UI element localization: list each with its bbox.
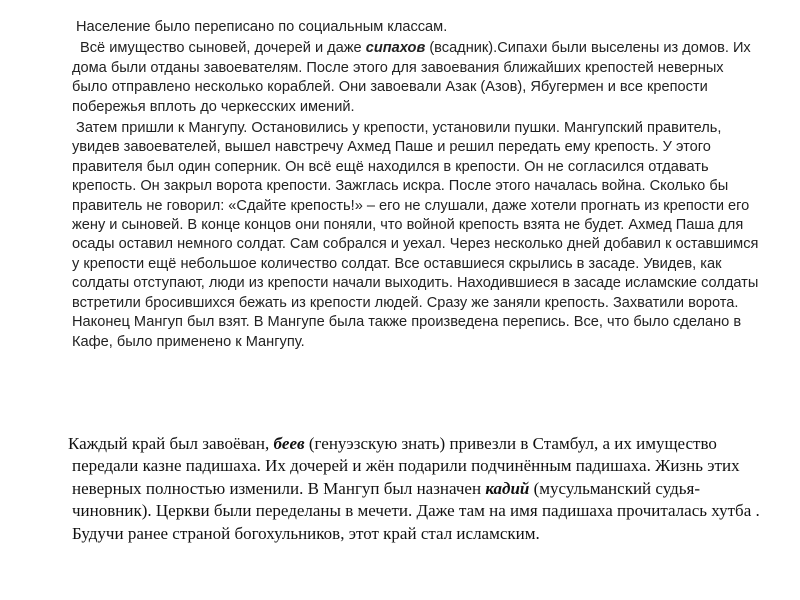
text-segment: Всё имущество сыновей, дочерей и даже [80, 40, 366, 57]
sans-text-block [72, 18, 762, 352]
text-segment: Население было переписано по социальным классам. [76, 19, 448, 35]
serif-text-block [68, 433, 768, 545]
text-segment: Каждый край был завоёван, [68, 434, 274, 453]
text-segment: (всадник).Сипахи были выселены из домов. Их дома были отданы завоевателям. После этого для завоевания ближайших крепостей неверных было отправлено несколько кораблей. Они завоевали Азак (Азов), Ябугермен и все крепости побережья вплоть до черкесских имений. [72, 40, 751, 115]
text-segment: (мусульманский судья-чиновник). Церкви были переделаны в мечети. Даже там на имя падишаха прочиталась хутба . Будучи ранее страной богохульников, этот край стал исламским. [72, 478, 760, 543]
text-segment: Затем пришли к Мангупу. Остановились у крепости, установили пушки. Мангупский правитель, увидев завоевателей, вышел навстречу Ахмед Паше и решил передать ему крепость. У этого правителя был один соперник. Он всё ещё находился в крепости. Он не согласился отдавать крепость. Он закрыл ворота крепости. Зажглась искра. После этого началась война. Сколько бы правитель не говорил: «Сдайте крепость!» – его не слушали, даже хотели прогнать из крепости его жену и сыновей. В конце концов они поняли, что войной крепость взята не будет. Ахмед Паша для осады оставил немного солдат. Сам собрался и уехал. Через несколько дней добавил к оставшимся у крепости ещё небольшое количество солдат. Все оставшиеся скрылись в засаде. Увидев, как солдаты отступают, люди из крепости начали выходить. Находившиеся в засаде исламские солдаты встретили бросившихся бежать из крепости людей. Сразу же заняли крепость. Захватили ворота. Наконец Мангуп был взят. В Мангупе была также произведена перепись. Все, что было сделано в Кафе, было применено к Мангупу. [72, 120, 759, 350]
term-beys: беев [273, 434, 305, 453]
paragraph-census [72, 18, 762, 37]
text-segment: (генуэзскую знать) привезли в Стамбул, а их имущество передали казне падишаха. Их дочерей и жён подарили подчинённым падишаха. Жизнь этих неверных полностью изменили. В Мангуп был назначен [72, 434, 740, 498]
paragraph-mangup [72, 119, 762, 352]
term-qadi: кадий [485, 478, 530, 498]
paragraph-sipahi [72, 39, 762, 117]
paragraph-conquest [68, 433, 768, 545]
term-sipahi: сипахов [365, 40, 426, 57]
